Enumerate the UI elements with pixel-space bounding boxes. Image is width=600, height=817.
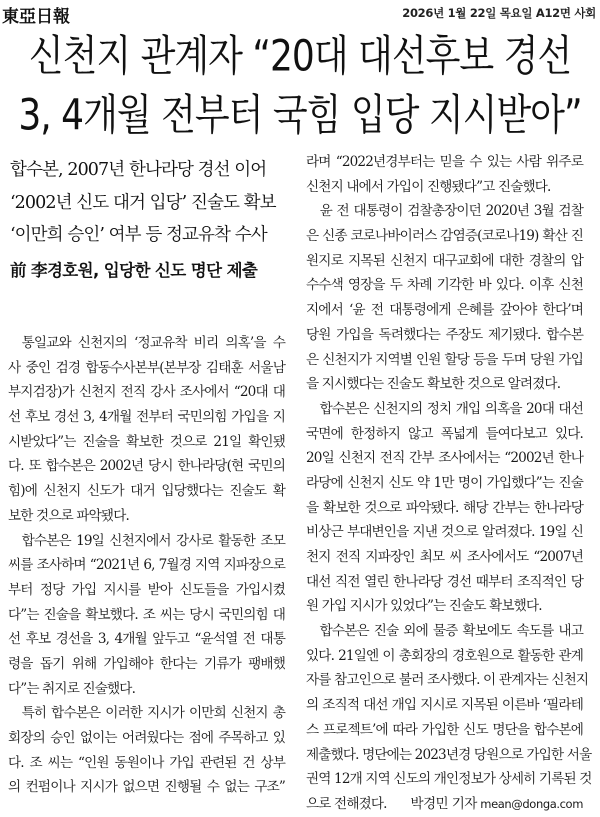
- body-line: 다. 조 씨는 “인원 동원이나 가입 관련된 건 상부: [8, 754, 285, 771]
- closing-line: [306, 792, 583, 817]
- body-line: 다”는 진술을 확보했다. 조 씨는 당시 국민의힘 대: [8, 606, 285, 623]
- body-line: 회장의 승인 없이는 어려웠다는 점에 주목하고 있: [8, 730, 285, 746]
- article-column-right: [306, 150, 592, 817]
- closing-text: 으로 전해졌다.: [306, 795, 387, 812]
- reporter-byline: [410, 792, 583, 817]
- reporter-name: 박경민 기자: [410, 795, 477, 812]
- body-line: 라당에 신천지 신도 약 1만 명이 가입했다”는 진술: [306, 474, 583, 491]
- body-line: 합수본은 19일 신천지에서 강사로 활동한 조모: [21, 532, 285, 549]
- body-line: 스 프로젝트’에 따라 가입한 신도 명단을 합수본에: [306, 721, 583, 738]
- body-line: 힘)에 신천지 신도가 대거 입당했다는 진술도 확: [8, 483, 285, 500]
- body-line: 을 확보한 것으로 파악됐다. 해당 간부는 한나라당: [306, 499, 583, 516]
- article-column-left: [8, 331, 285, 800]
- subheads: [10, 154, 290, 287]
- body-line: 권역 12개 지역 신도의 개인정보가 상세히 기록된 것: [306, 771, 592, 788]
- body-line: 은 신천지가 지역별 인원 할당 등을 두며 당원 가입: [306, 351, 583, 368]
- body-line: 수수색 영장을 두 차례 기각한 바 있다. 이후 신천: [306, 277, 583, 294]
- headline-line-2: 3, 4개월 전부터 국힘 입당 지시받아”: [18, 91, 582, 141]
- body-line: 라며 “2022년경부터는 믿을 수 있는 사람 위주로: [306, 154, 583, 170]
- body-line: 신천지 내에서 가입이 진행됐다”고 진술했다.: [306, 178, 551, 195]
- body-line: 부지검장)가 신천지 전직 강사 조사에서 “20대 대: [8, 384, 285, 401]
- body-line: 윤 전 대통령이 검찰총장이던 2020년 3월 검찰: [319, 203, 583, 220]
- reporter-email[interactable]: mean@donga.com: [480, 796, 583, 811]
- newspaper-masthead: 東亞日報: [2, 7, 70, 27]
- dateline: 2026년 1월 22일 목요일 A12면 사회: [402, 6, 596, 20]
- body-line: 비상근 부대변인을 지낸 것으로 알려졌다. 19일 신: [306, 524, 583, 541]
- subhead-line-1: 합수본, 2007년 한나라당 경선 이어: [10, 160, 267, 180]
- body-line: 선 후보 경선을 3, 4개월 앞두고 “윤석열 전 대통: [8, 631, 285, 648]
- body-line: 의 조직적 대선 개입 지시로 지목된 이른바 ‘필라테: [306, 697, 583, 714]
- body-line: 씨를 조사하며 “2021년 6, 7월경 지역 지파장으로: [8, 557, 285, 574]
- body-line: 국면에 한정하지 않고 폭넓게 들여다보고 있다.: [306, 425, 583, 442]
- body-line: 의 컨펌이나 지시가 없으면 진행될 수 없는 구조”: [8, 779, 285, 796]
- body-line: 당원 가입을 독려했다는 주장도 제기됐다. 합수본: [306, 326, 583, 343]
- body-line: 다. 또 합수본은 2002년 당시 한나라당(현 국민의: [8, 458, 285, 475]
- body-line: 보한 것으로 파악됐다.: [8, 507, 129, 524]
- body-line: 원 가입 지시가 있었다”는 진술도 확보했다.: [306, 598, 542, 615]
- body-line: 시받았다”는 진술을 확보한 것으로 21일 확인됐: [8, 433, 285, 450]
- subhead-line-3: ‘이만희 승인’ 여부 등 정교유착 수사: [10, 225, 267, 245]
- body-line: 령을 돕기 위해 가입해야 한다는 기류가 팽배했: [8, 655, 285, 672]
- body-line: 을 지시했다는 진술도 확보한 것으로 알려졌다.: [306, 376, 561, 393]
- subhead-kicker: 前 李경호원, 입당한 신도 명단 제출: [10, 260, 258, 280]
- body-line: 합수본은 신천지의 정치 개입 의혹을 20대 대선: [319, 400, 583, 417]
- subhead-line-2: ‘2002년 신도 대거 입당’ 진술도 확보: [10, 192, 276, 213]
- body-line: 있다. 21일엔 이 총회장의 경호원으로 활동한 관계: [306, 647, 583, 664]
- body-line: 천지 전직 지파장인 최모 씨 조사에서도 “2007년: [306, 549, 583, 565]
- headline-line-1: 신천지 관계자 “20대 대선후보 경선: [28, 32, 572, 82]
- body-line: 부터 정당 가입 지시를 받아 신도들을 가입시켰: [8, 581, 285, 598]
- body-line: 특히 합수본은 이러한 지시가 이만희 신천지 총: [21, 705, 285, 722]
- body-line: 지에서 ‘윤 전 대통령에게 은혜를 갚아야 한다’며: [306, 302, 583, 319]
- body-line: 선 후보 경선 3, 4개월 전부터 국민의힘 가입을 지: [8, 409, 285, 426]
- body-line: 사 중인 검경 합동수사본부(본부장 김태훈 서울남: [8, 359, 285, 376]
- body-line: 자를 참고인으로 불러 조사했다. 이 관계자는 신천지: [306, 672, 589, 689]
- body-line: 20일 신천지 전직 간부 조사에서는 “2002년 한나: [306, 450, 583, 467]
- body-line: 통일교와 신천지의 ‘정교유착 비리 의혹’을 수: [21, 335, 285, 351]
- body-line: 합수본은 진술 외에 물증 확보에도 속도를 내고: [319, 623, 583, 640]
- body-line: 제출했다. 명단에는 2023년경 당원으로 가입한 서울: [306, 746, 592, 763]
- headline: [0, 28, 600, 146]
- body-line: 원지로 지목된 신천지 대구교회에 대한 경찰의 압: [306, 252, 583, 269]
- body-line: 대선 직전 열린 한나라당 경선 때부터 조직적인 당: [306, 573, 583, 590]
- body-line: 다”는 취지로 진술했다.: [8, 680, 136, 697]
- body-line: 은 신종 코로나바이러스 감염증(코로나19) 확산 진: [306, 228, 583, 245]
